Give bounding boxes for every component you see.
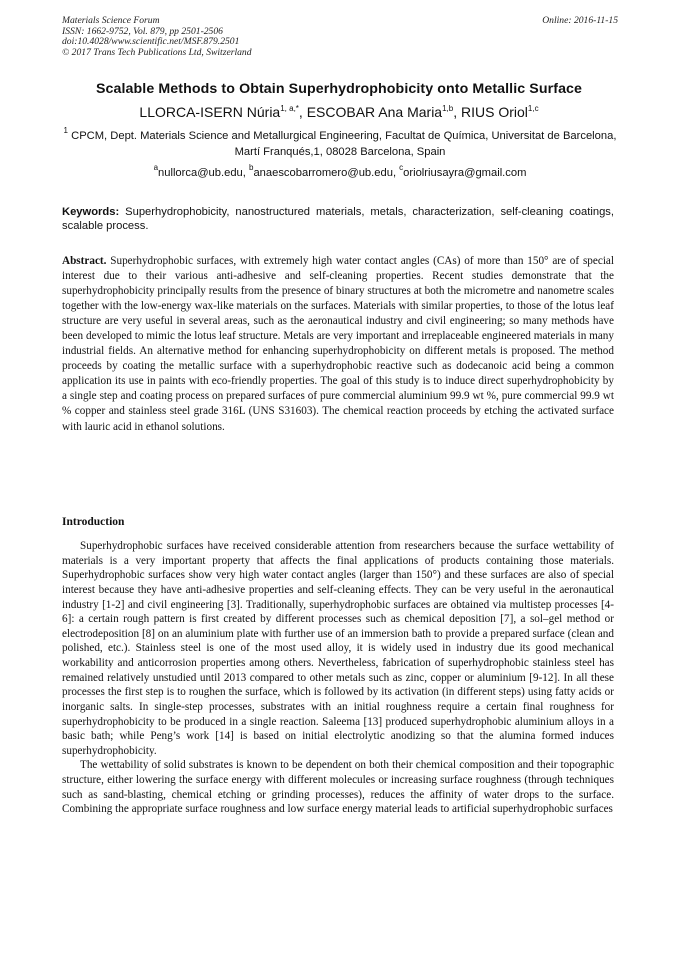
doi-line: doi:10.4028/www.scientific.net/MSF.879.2501 — [62, 36, 240, 48]
affiliation-text: CPCM, Dept. Materials Science and Metallurgical Engineering, Facultat de Química, Universitat de Barcelona, Martí Franqués,1, 08028 Barcelona, Spain — [71, 130, 617, 158]
online-date: Online: 2016-11-15 — [542, 15, 618, 26]
keywords — [62, 205, 614, 233]
journal-name: Materials Science Forum — [62, 15, 160, 26]
abstract — [62, 254, 614, 435]
introduction-body — [62, 539, 614, 817]
keywords-label: Keywords: — [62, 206, 120, 218]
author-emails: $^a$nullorca@ub.edu, $^b$anaescobarromero@ub.edu, $^c$oriolriusayra@gmail.com — [153, 163, 527, 179]
affiliation — [62, 126, 618, 160]
email-link[interactable]: anaescobarromero@ub.edu — [253, 167, 393, 179]
paper-title: Scalable Methods to Obtain Superhydrophobicity onto Metallic Surface — [95, 81, 583, 97]
abstract-text: Superhydrophobic surfaces, with extremely high water contact angles (CAs) of more than 150° are of special interest due to their various anti-adhesive and self-cleaning properties. Recent studies demonstrate that the superhydrophobicity principally results from the presence of binary structures at both the micrometre and nanometre scales together with the low-energy wax-like materials on the surfaces. Materials with similar properties, to those of the lotus leaf structure are very useful in several areas, such as the aeronautical industry and civil engineering; so many methods have been developed to mimic the lotus leaf structure. Metals are very important and irreplaceable engineered materials in many industrial fields. An alternative method for enhancing superhydrophobicity on different metals is proposed. The method proceeds by coating the metallic surface with a superhydrophobic reactive such as dodecanoic acid being a common application its use in paints with eco-friendly properties. The goal of this study is to induce direct superhydrophobicity by a single step and coating process on prepared surfaces of pure commercial aluminium 99.9 wt %, pure commercial 99.9 wt % copper and stainless steel grade 316L (UNS S31603). The chemical reaction proceeds by etching the activated surface with lauric acid in ethanol solutions. — [62, 255, 615, 433]
author-affil-mark: 1,b — [442, 104, 454, 113]
issn-line: ISSN: 1662-9752, Vol. 879, pp 2501-2506 — [62, 25, 223, 37]
paragraph: The wettability of solid substrates is known to be dependent on both their chemical composition and their topographic structure, either lowering the surface energy with different molecules or increasing surface roughness (through techniques such as sand-blasting, chemical etching or grinding processes), reduces the affinity of water drops to the surface. Combining the appropriate surface roughness and low surface energy material leads to artificial superhydrophobic surfaces — [62, 759, 614, 816]
copyright-line: © 2017 Trans Tech Publications Ltd, Switzerland — [62, 46, 252, 58]
author-affil-mark: 1, a,* — [280, 104, 299, 113]
author-affil-mark: 1,c — [527, 104, 539, 113]
section-heading-introduction: Introduction — [62, 516, 125, 528]
email-link[interactable]: oriolriusayra@gmail.com — [403, 167, 527, 179]
author-name: LLORCA-ISERN Núria — [139, 104, 281, 120]
author-name: RIUS Oriol — [461, 104, 528, 120]
keywords-text: Superhydrophobicity, nanostructured materials, metals, characterization, self-cleaning coatings, scalable process. — [62, 206, 614, 232]
author-list: LLORCA-ISERN Núria$^{1, a,*}$, ESCOBAR Ana Maria$^{1,b}$, RIUS Oriol$^{1,c}$ — [139, 104, 539, 120]
journal-header — [62, 16, 618, 58]
paragraph: Superhydrophobic surfaces have received considerable attention from researchers because the surface wettability of materials is a very important property that affects the final applications of products containing those materials. Superhydrophobic surfaces show very high water contact angles (larger than 150°) and these surfaces are also of special interest because they have anti-adhesive properties and self-cleaning effects. They can be very useful in the aeronautical industry [1-2] and civil engineering [3]. Traditionally, superhydrophobic surfaces are obtained via multistep processes [4-6]: a certain rough pattern is first created by different processes such as chemical deposition [7], a sol–gel method or electrodeposition [8] on an aluminium plate with further use of an immersion bath to provide a prepared surface (clean and polished, etc.). Stainless steel is one of the most used alloy, it is widely used in industry due its good mechanical workability and anticorrosion properties among others. Nevertheless, fabrication of superhydrophobic stainless steel has remained relatively unstudied until 2013 compared to other metals such as zinc, copper or aluminium [9-12]. In all these processes the first step is to roughen the surface, which is followed by its activation (in different steps) using fatty acids or inorganic salts. In single-step processes, substrates with an initial roughness require a certain final roughness for superhydrophobicity to be produced in a single reaction. Saleema [13] produced superhydrophobic aluminium alloys in a basic bath; while Peng’s work [14] is based on initial electrolytic anodizing so that the alumina formed induces superhydrophobicity. — [62, 540, 614, 757]
abstract-label: Abstract. — [62, 255, 107, 267]
email-link[interactable]: nullorca@ub.edu — [158, 167, 243, 179]
affiliation-mark: 1 — [63, 126, 68, 135]
author-name: ESCOBAR Ana Maria — [306, 104, 443, 120]
